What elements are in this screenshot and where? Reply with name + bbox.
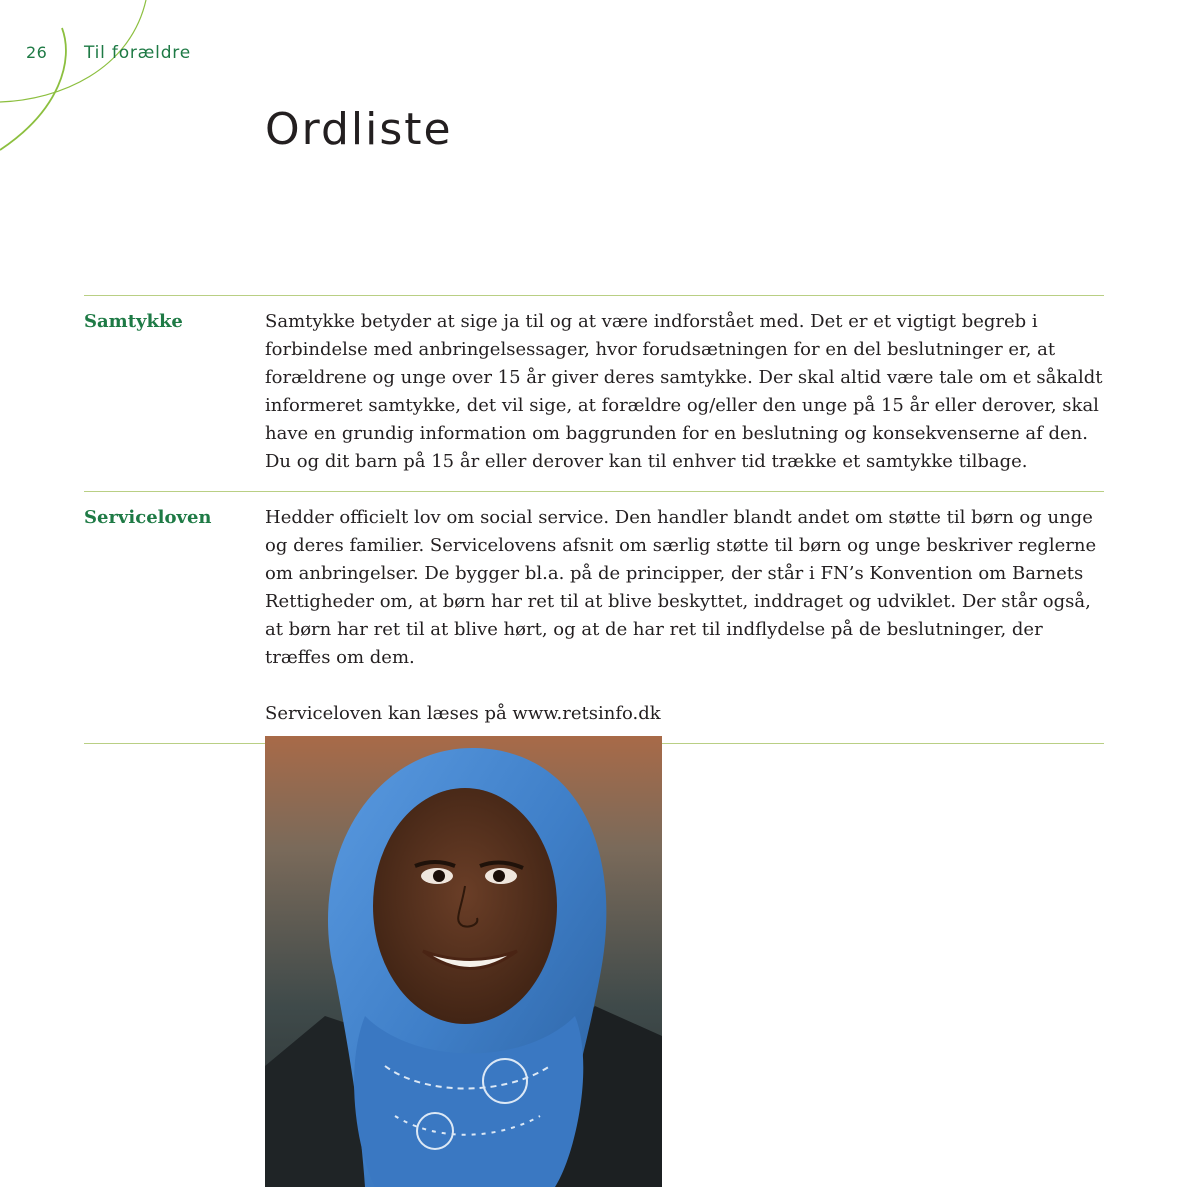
page-title: Ordliste: [265, 104, 453, 155]
glossary-list: [84, 295, 1104, 744]
definition-paragraph: Samtykke betyder at sige ja til og at være indforstået med. Det er et vigtigt begreb i forbindelse med anbringelsessager, hvor forudsætningen for en del beslutninger er, at forældrene og unge over 15 år giver deres samtykke. Der skal altid være tale om et såkaldt informeret samtykke, det vil sige, at forældre og/eller den unge på 15 år eller derover, skal have en grundig information om baggrunden for en beslutning og konsekvenserne af den. Du og dit barn på 15 år eller derover kan til enhver tid trække et samtykke tilbage.: [265, 311, 1103, 472]
glossary-term: Samtykke: [84, 311, 183, 332]
glossary-term: Serviceloven: [84, 507, 212, 528]
definition-paragraph: Serviceloven kan læses på www.retsinfo.dk: [265, 703, 661, 724]
glossary-entry-serviceloven: [84, 492, 1104, 743]
glossary-definition: [265, 308, 1104, 476]
definition-paragraph: Hedder officielt lov om social service. Den handler blandt andet om støtte til børn og unge og deres familier. Servicelovens afsnit om særlig støtte til børn og unge beskriver reglerne om anbringelser. De bygger bl.a. på de principper, der står i FN’s Konvention om Barnets Rettigheder om, at børn har ret til at blive beskyttet, inddraget og udviklet. Der står også, at børn har ret til at blive hørt, og at de har ret til indflydelse på de beslutninger, der træffes om dem.: [265, 507, 1097, 668]
decorative-curves: [0, 0, 200, 170]
running-head: Til forældre: [84, 43, 191, 63]
portrait-photo: [265, 736, 662, 1187]
page-number: 26: [26, 43, 48, 62]
glossary-definition: [265, 504, 1104, 728]
glossary-entry-samtykke: [84, 296, 1104, 491]
